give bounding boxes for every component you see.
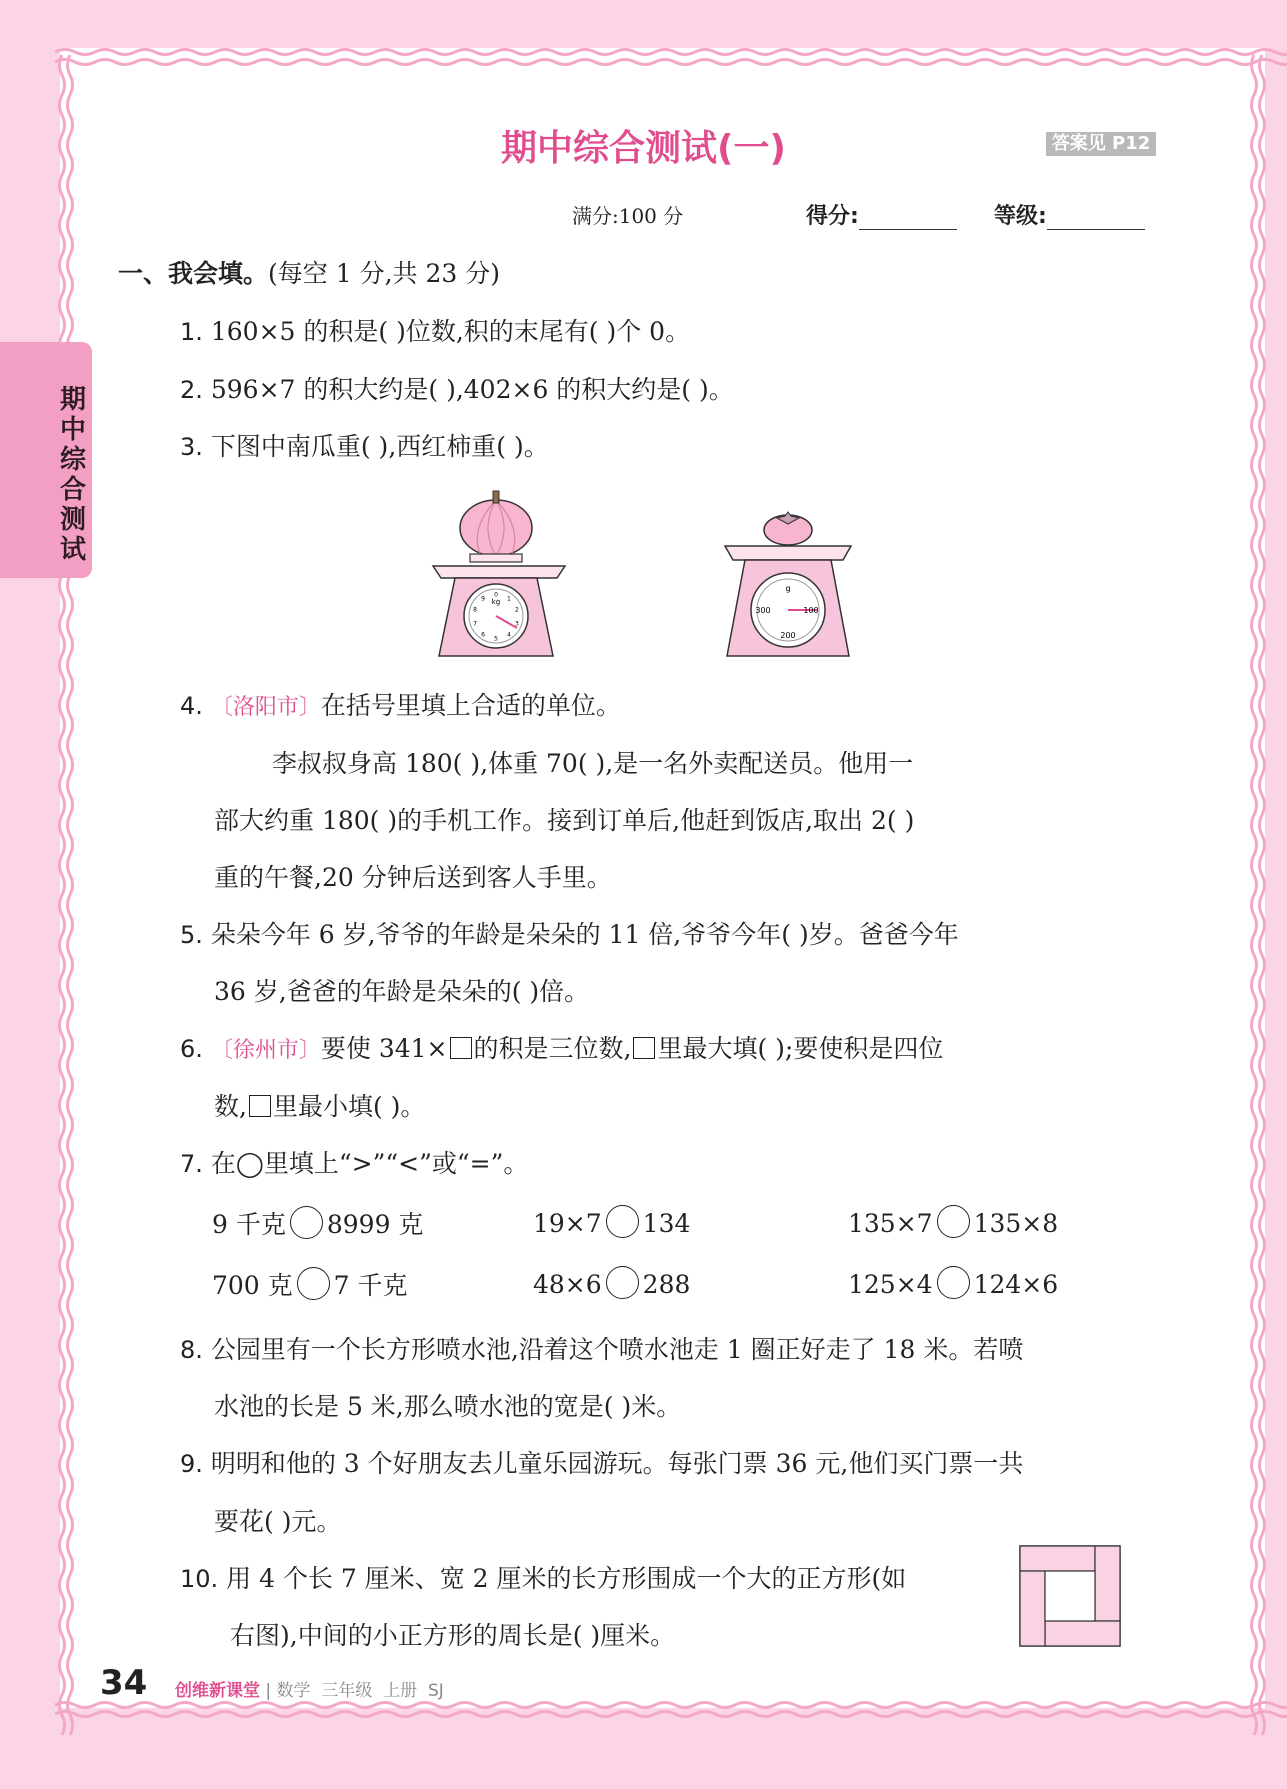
section-heading: [118, 254, 500, 290]
tomato-icon: [764, 512, 812, 545]
compare-left: 135×7: [848, 1209, 933, 1238]
scale-1-tick-label: 2: [514, 606, 519, 614]
question-6[interactable]: [180, 1029, 943, 1065]
scale-1-tick-label: 1: [506, 595, 511, 603]
compare-left: 700 克: [212, 1271, 293, 1300]
footer-edition: SJ: [427, 1681, 444, 1701]
question-text: 明明和他的 3 个好朋友去儿童乐园游玩。每张门票 36 元,他们买门票一共: [210, 1449, 1024, 1478]
scales-illustration: [425, 486, 905, 661]
scale-2-label-300: 300: [755, 606, 771, 615]
answer-reference-badge: 答案见 P12: [1046, 132, 1156, 156]
compare-right: 288: [642, 1270, 691, 1299]
compare-right: 134: [642, 1209, 691, 1238]
question-number: 4.: [180, 692, 203, 720]
question-source: 〔徐州市〕: [210, 1038, 321, 1063]
question-8-line[interactable]: 水池的长是 5 米,那么喷水池的宽是( )米。: [214, 1392, 682, 1421]
question-number: 9.: [180, 1450, 203, 1478]
compare-item: [533, 1205, 690, 1238]
question-text: 公园里有一个长方形喷水池,沿着这个喷水池走 1 圈正好走了 18 米。若喷: [210, 1335, 1024, 1364]
scale-1-tick-label: 9: [481, 595, 486, 603]
question-10: [180, 1559, 906, 1595]
footer-brand: 创维新课堂: [175, 1681, 260, 1701]
compare-circle-icon[interactable]: [937, 1266, 970, 1299]
question-7: [180, 1144, 528, 1180]
footer-term: 上册: [383, 1681, 418, 1701]
scale-2: [725, 546, 851, 656]
question-number: 7.: [180, 1150, 203, 1178]
square-box-icon: [633, 1037, 655, 1059]
scale-2-label-100: 100: [803, 606, 819, 615]
compare-item: [212, 1205, 423, 1241]
compare-circle-icon[interactable]: [290, 1206, 323, 1239]
square-box-icon: [450, 1037, 472, 1059]
question-number: 5.: [180, 921, 203, 949]
question-text: 160×5 的积是( )位数,积的末尾有( )个 0。: [210, 317, 691, 346]
compare-item: [212, 1266, 408, 1302]
rectangle-square-figure: [1019, 1545, 1123, 1649]
scale-2-label-200: 200: [780, 631, 796, 640]
question-text: 数,: [214, 1092, 247, 1121]
question-text: 里最大填( );要使积是四位: [657, 1034, 944, 1063]
scale-1-tick-label: 0: [494, 591, 498, 599]
grade-label: 等级:: [994, 204, 1047, 229]
question-text: 的积是三位数,: [473, 1034, 632, 1063]
scale-1-tick-label: 5: [494, 635, 498, 643]
question-text: 朵朵今年 6 岁,爷爷的年龄是朵朵的 11 倍,爷爷今年( )岁。爸爸今年: [210, 920, 959, 949]
question-number: 10.: [180, 1565, 219, 1593]
question-text: 下图中南瓜重( ),西红柿重( )。: [210, 432, 549, 461]
question-number: 1.: [180, 318, 203, 346]
compare-item: [848, 1205, 1058, 1238]
question-4-line[interactable]: 部大约重 180( )的手机工作。接到订单后,他赶到饭店,取出 2( ): [214, 806, 915, 835]
footer-subject: 数学: [276, 1681, 311, 1701]
question-text: 要使 341×: [320, 1034, 448, 1063]
scale-1: [433, 554, 565, 656]
question-9: [180, 1444, 1023, 1480]
question-10-line[interactable]: 右图),中间的小正方形的周长是( )厘米。: [230, 1621, 676, 1650]
compare-right: 7 千克: [333, 1271, 408, 1300]
scale-1-tick-label: 4: [506, 631, 511, 639]
grade-field: [994, 199, 1145, 230]
question-source: 〔洛阳市〕: [210, 695, 321, 720]
question-4-line[interactable]: 李叔叔身高 180( ),体重 70( ),是一名外卖配送员。他用一: [272, 749, 914, 778]
question-5[interactable]: [180, 915, 959, 951]
compare-circle-icon[interactable]: [937, 1205, 970, 1238]
question-6-line[interactable]: [214, 1087, 425, 1123]
compare-circle-icon[interactable]: [606, 1266, 639, 1299]
question-5-line[interactable]: 36 岁,爸爸的年龄是朵朵的( )倍。: [214, 977, 590, 1006]
question-text: 在括号里填上合适的单位。: [320, 691, 621, 720]
compare-left: 48×6: [533, 1270, 602, 1299]
question-number: 6.: [180, 1035, 203, 1063]
question-text: 用 4 个长 7 厘米、宽 2 厘米的长方形围成一个大的正方形(如: [226, 1564, 907, 1593]
compare-right: 124×6: [973, 1270, 1059, 1299]
side-tab-label: 期 中 综 合 测 试: [59, 385, 86, 565]
question-number: 3.: [180, 433, 203, 461]
footer-separator: |: [260, 1681, 277, 1701]
question-4: [180, 686, 621, 722]
scale-1-tick-label: 6: [481, 631, 486, 639]
scale-1-tick-label: 7: [473, 620, 478, 628]
scale-1-unit: kg: [491, 598, 501, 606]
section-label: 一、我会填。: [118, 259, 269, 288]
question-text: 里最小填( )。: [272, 1092, 426, 1121]
scale-1-tick-label: 8: [473, 606, 478, 614]
compare-left: 125×4: [848, 1270, 933, 1299]
full-score: 满分:100 分: [572, 204, 684, 228]
question-text: 在◯里填上“>”“<”或“=”。: [210, 1149, 529, 1178]
question-8: [180, 1330, 1023, 1366]
compare-circle-icon[interactable]: [606, 1205, 639, 1238]
section-note: (每空 1 分,共 23 分): [268, 259, 500, 288]
compare-right: 8999 克: [326, 1210, 424, 1239]
question-9-line[interactable]: 要花( )元。: [214, 1507, 342, 1536]
question-1[interactable]: [180, 312, 690, 348]
compare-circle-icon[interactable]: [297, 1267, 330, 1300]
square-box-icon: [249, 1095, 271, 1117]
scale-2-unit: g: [785, 584, 791, 593]
compare-right: 135×8: [973, 1209, 1059, 1238]
question-3[interactable]: [180, 427, 549, 463]
question-text: 596×7 的积大约是( ),402×6 的积大约是( )。: [210, 375, 734, 404]
grade-blank[interactable]: [1047, 207, 1145, 230]
question-number: 8.: [180, 1336, 203, 1364]
page-title: 期中综合测试(一): [501, 128, 786, 169]
footer-grade: 三年级: [321, 1681, 373, 1701]
compare-item: [848, 1266, 1058, 1299]
compare-left: 9 千克: [212, 1210, 286, 1239]
scale-1-tick-label: 3: [514, 620, 519, 628]
compare-left: 19×7: [533, 1209, 602, 1238]
compare-item: [533, 1266, 690, 1299]
page-number: 34: [100, 1663, 148, 1703]
score-blank[interactable]: [859, 207, 957, 230]
score-field: [806, 199, 957, 230]
question-4-line: 重的午餐,20 分钟后送到客人手里。: [214, 863, 612, 892]
score-label: 得分:: [806, 204, 859, 229]
question-number: 2.: [180, 376, 203, 404]
footer-info: [175, 1676, 444, 1701]
question-2[interactable]: [180, 370, 734, 406]
pumpkin-icon: [460, 491, 532, 556]
